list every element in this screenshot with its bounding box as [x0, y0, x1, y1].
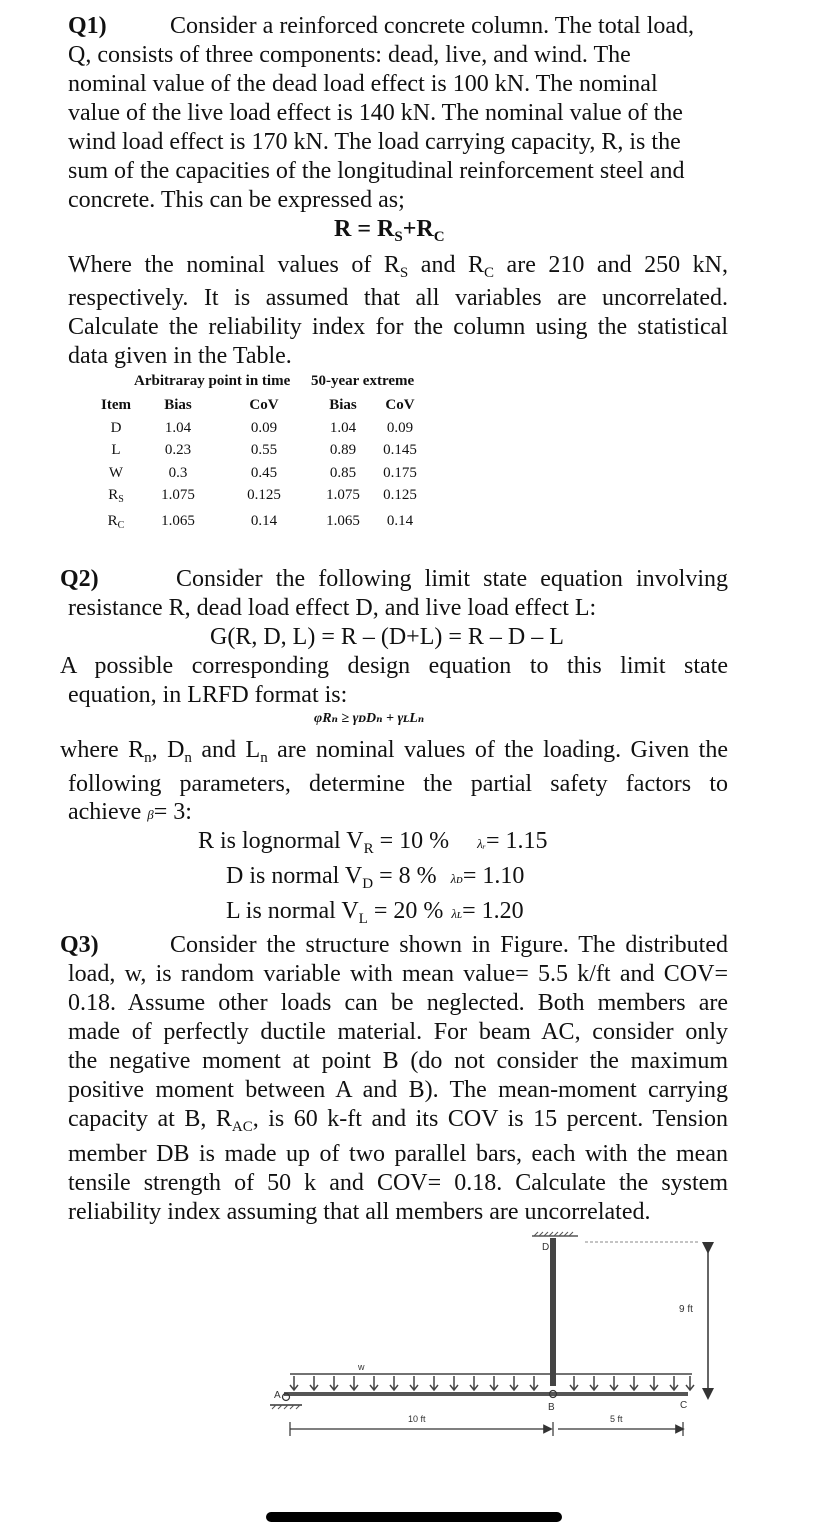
cell: 0.175 — [383, 464, 417, 481]
q2-param-r: R is lognormal $V_R = 10$ % λᵣ= 1.15 — [198, 828, 548, 857]
horizontal-dimension — [290, 1422, 683, 1436]
cell: 0.145 — [383, 442, 417, 459]
table-group-header-1: Arbitraray point in time — [134, 373, 291, 389]
q1-capacity-equation: $R = R_S+R_C$ — [334, 216, 445, 245]
q1-line-5: wind load effect is 170 kN. The load carrying capacity, R, is the — [68, 129, 681, 155]
tension-member-db — [550, 1238, 556, 1386]
q3-line-7: capacity at B, $R_{AC}$, is 60 k-ft and its COV is 15 percent. Tension — [68, 1106, 729, 1135]
cell: 1.04 — [329, 419, 357, 436]
q1-line-2: Q, consists of three components: dead, live, and wind. The — [68, 42, 631, 68]
q3-line-1: Consider the structure shown in Figure. The distributed — [170, 932, 728, 958]
q3-line-9: tensile strength of 50 k and COV= 0.18. Calculate the system — [68, 1170, 728, 1196]
q1-line-3: nominal value of the dead load effect is 100 kN. The nominal — [68, 71, 658, 97]
label-c: C — [680, 1400, 688, 1411]
row-item: W — [108, 464, 124, 481]
q2-param-l: L is normal $V_L = 20$ % λʟ= 1.20 — [226, 898, 524, 927]
q2-line-3: A possible corresponding design equation to this limit state — [60, 653, 728, 679]
q3-line-5: the negative moment at point B (do not consider the maximum — [68, 1048, 728, 1074]
cell: 0.09 — [250, 419, 278, 436]
q1-line-10: Calculate the reliability index for the column using the statistical — [68, 314, 728, 340]
q3-line-2: load, w, is random variable with mean value= 5.5 k/ft and COV= — [68, 961, 728, 987]
q1-line-4: value of the live load effect is 140 kN. The nominal value of the — [68, 100, 683, 126]
q2-design-equation: φRₙ ≥ γᴅDₙ + γʟLₙ — [314, 711, 425, 726]
q2-line-2: resistance R, dead load effect D, and live load effect L: — [68, 595, 597, 621]
cell: 0.14 — [250, 512, 278, 529]
table-group-header-2: 50-year extreme — [311, 373, 415, 389]
top-support-hatch — [532, 1232, 578, 1236]
q3-line-8: member DB is made up of two parallel bars, each with the mean — [68, 1141, 728, 1167]
q3-label: Q3) — [60, 932, 99, 958]
q2-line-5: following parameters, determine the partial safety factors to — [68, 771, 728, 797]
home-indicator[interactable] — [266, 1512, 562, 1522]
q1-line-1: Consider a reinforced concrete column. The total load, — [170, 13, 695, 39]
q1-line-6: sum of the capacities of the longitudinal reinforcement steel and — [68, 158, 685, 184]
label-d: D — [542, 1242, 550, 1253]
cell: 0.125 — [247, 487, 281, 504]
row-item: $R_S$ — [108, 487, 124, 506]
cell: 1.065 — [161, 512, 195, 529]
beam-ac — [284, 1392, 688, 1396]
q3-line-3: 0.18. Assume other loads can be neglected. Both members are — [68, 990, 728, 1016]
dim-height-label: 9 ft — [679, 1304, 693, 1315]
q1-label: Q1) — [68, 13, 107, 39]
dim-ab-label: 10 ft — [408, 1414, 426, 1424]
row-item: L — [111, 442, 121, 459]
q2-where-line: where $R_n$, $D_n$ and $L_n$ are nominal values of the loading. Given the — [60, 737, 728, 766]
q2-param-d: D is normal $V_D = 8$ % λᴅ= 1.10 — [226, 863, 525, 892]
cell: 0.09 — [386, 419, 414, 436]
cell: 1.04 — [164, 419, 192, 436]
q3-line-6: positive moment between A and B). The mean-moment carrying — [68, 1077, 728, 1103]
cell: 0.3 — [168, 464, 188, 481]
col-header-bias-1: Bias — [164, 396, 192, 413]
cell: 0.45 — [250, 464, 278, 481]
col-header-item: Item — [101, 396, 131, 413]
cell: 0.125 — [383, 487, 417, 504]
label-b: B — [548, 1402, 555, 1413]
cell: 0.14 — [386, 512, 414, 529]
q2-line-6: achieve β= 3: — [68, 799, 192, 825]
q2-line-4: equation, in LRFD format is: — [68, 682, 348, 708]
distributed-load-arrows — [290, 1376, 694, 1390]
cell: 1.075 — [161, 487, 195, 504]
cell: 1.075 — [326, 487, 360, 504]
label-w: w — [358, 1362, 365, 1372]
row-item: D — [110, 419, 122, 436]
q2-label: Q2) — [60, 566, 99, 592]
label-a: A — [274, 1390, 281, 1401]
col-header-cov-1: CoV — [249, 396, 279, 413]
q1-line-11: data given in the Table. — [68, 343, 292, 369]
dim-bc-label: 5 ft — [610, 1414, 623, 1424]
col-header-bias-2: Bias — [329, 396, 357, 413]
col-header-cov-2: CoV — [385, 396, 415, 413]
q3-line-4: made of perfectly ductile material. For beam AC, consider only — [68, 1019, 728, 1045]
row-item: $R_C$ — [107, 512, 125, 531]
beta-symbol: β — [147, 807, 154, 822]
cell: 0.23 — [164, 442, 192, 459]
q1-where-line: Where the nominal values of $R_S$ and $R_C$ are 210 and 250 kN, — [68, 252, 728, 281]
cell: 0.89 — [329, 442, 357, 459]
cell: 1.065 — [326, 512, 360, 529]
q1-line-9: respectively. It is assumed that all variables are uncorrelated. — [68, 285, 728, 311]
q1-line-7: concrete. This can be expressed as; — [68, 187, 405, 213]
q3-line-10: reliability index assuming that all members are uncorrelated. — [68, 1199, 651, 1225]
cell: 0.85 — [329, 464, 357, 481]
q2-limit-state-equation: G(R, D, L) = R – (D+L) = R – D – L — [210, 624, 564, 650]
q2-line-1: Consider the following limit state equation involving — [176, 566, 728, 592]
cell: 0.55 — [250, 442, 278, 459]
